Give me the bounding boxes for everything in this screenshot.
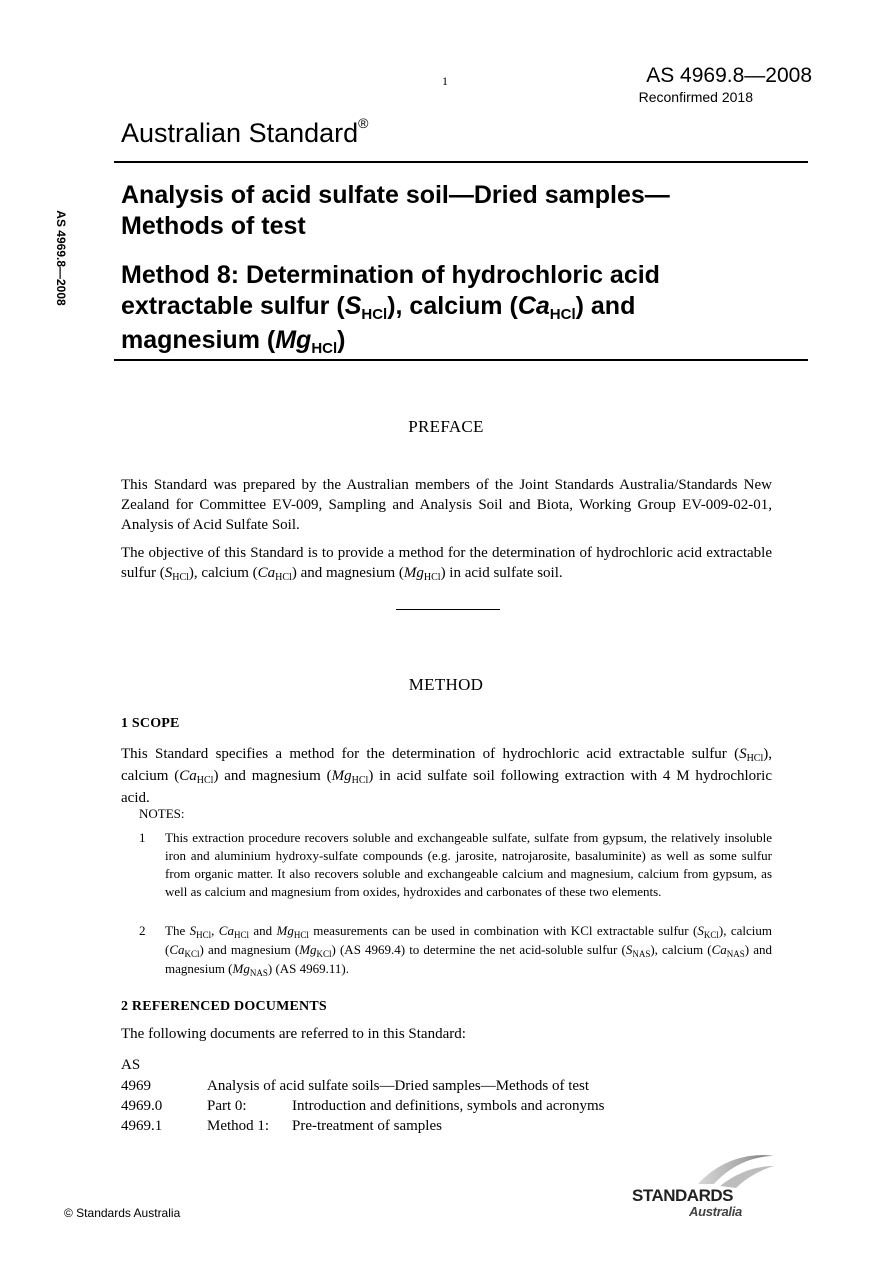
text-run: and xyxy=(248,923,277,938)
method-title xyxy=(121,260,660,359)
reference-title: Pre-treatment of samples xyxy=(292,1118,442,1134)
method-title-line1: Method 8: Determination of hydrochloric acid xyxy=(121,261,660,289)
subscript: HCl xyxy=(311,340,338,357)
subscript: NAS xyxy=(726,949,745,959)
subscript: HCl xyxy=(293,930,309,940)
symbol-ca: Ca xyxy=(711,942,727,957)
text-run: The xyxy=(165,923,190,938)
reference-part: Method 1: xyxy=(207,1118,270,1134)
symbol-mg: Mg xyxy=(232,961,250,976)
page-number: 1 xyxy=(442,74,448,88)
text-run: extractable sulfur ( xyxy=(121,292,345,320)
subscript: HCl xyxy=(423,572,441,583)
references-group: AS xyxy=(121,1057,141,1073)
reference-part: Part 0: xyxy=(207,1098,247,1114)
text-run: ), calcium ( xyxy=(650,942,712,957)
text-run: magnesium ( xyxy=(121,326,276,354)
title-rule xyxy=(114,359,808,361)
registered-mark: ® xyxy=(358,115,369,131)
symbol-mg: Mg xyxy=(403,565,424,581)
text-run: ), calcium ( xyxy=(165,923,772,957)
scope-paragraph xyxy=(121,744,772,808)
symbol-s: S xyxy=(739,746,747,762)
note-text: This extraction procedure recovers soluble and exchangeable sulfate, sulfate from gypsum, the relatively insoluble iron and aluminium hydroxy-sulfate compounds (e.g. jarosite, natrojarosite, basaluminite) as well as some sulfur from organic matter. It also recovers soluble and exchangeable calcium and magnesium, calcium from gypsum, as well as calcium and magnesium from oxides, hydroxides and carbonates of these two elements. xyxy=(165,830,772,899)
text-run: ) and magnesium ( xyxy=(165,942,772,976)
subscript: KCl xyxy=(184,949,200,959)
logo-text-australia: Australia xyxy=(689,1204,742,1219)
text-run: ), calcium ( xyxy=(188,565,258,581)
section-divider xyxy=(396,609,500,610)
symbol-s: S xyxy=(625,942,633,957)
copyright-notice: © Standards Australia xyxy=(64,1206,181,1220)
subscript: HCl xyxy=(351,775,369,786)
reference-code: 4969.1 xyxy=(121,1118,163,1134)
references-intro: The following documents are referred to in this Standard: xyxy=(121,1026,466,1042)
subscript: NAS xyxy=(249,968,268,978)
note-2 xyxy=(139,922,772,979)
subscript: HCl xyxy=(746,753,764,764)
text-run: ) in acid sulfate soil following extraction with 4 M hydrochloric acid. xyxy=(121,768,772,806)
main-title xyxy=(121,180,670,242)
preface-heading: PREFACE xyxy=(408,417,484,436)
text-run: ), calcium ( xyxy=(387,292,518,320)
text-run: ) and magnesium ( xyxy=(291,565,404,581)
text-run: ) (AS 4969.11). xyxy=(267,961,349,976)
scope-heading: 1 SCOPE xyxy=(121,716,180,731)
reference-code: 4969.0 xyxy=(121,1098,163,1114)
symbol-mg: Mg xyxy=(275,326,312,354)
text-run: ) and magnesium ( xyxy=(213,768,332,784)
text-run: ) and magnesium ( xyxy=(199,942,300,957)
note-text xyxy=(165,922,772,979)
subscript: KCl xyxy=(316,949,332,959)
subscript: HCl xyxy=(196,930,212,940)
text-run: , xyxy=(211,923,219,938)
notes-title: NOTES: xyxy=(139,806,185,821)
text-run: measurements can be used in combination with KCl extractable sulfur ( xyxy=(308,923,698,938)
symbol-mg: Mg xyxy=(299,942,317,957)
symbol-ca: Ca xyxy=(169,942,185,957)
method-heading: METHOD xyxy=(408,675,484,694)
subscript: HCl xyxy=(549,306,576,323)
symbol-ca: Ca xyxy=(218,923,234,938)
standards-australia-logo xyxy=(628,1150,778,1220)
logo-text-standards: STANDARDS xyxy=(632,1186,733,1205)
text-run: ) and xyxy=(575,292,636,320)
subscript: HCl xyxy=(275,572,292,583)
subscript: HCl xyxy=(172,572,189,583)
symbol-ca: Ca xyxy=(517,292,550,320)
method-title-line3 xyxy=(121,325,660,359)
symbol-mg: Mg xyxy=(331,768,352,784)
main-title-line2: Methods of test xyxy=(121,212,306,240)
main-title-line1: Analysis of acid sulfate soil—Dried samples— xyxy=(121,181,670,209)
symbol-s: S xyxy=(697,923,704,938)
symbol-s: S xyxy=(164,565,173,581)
text-run: The objective of this Standard is to provide a method for the determination of hydrochloric acid extractable sulfur ( xyxy=(121,545,772,581)
note-number: 2 xyxy=(139,923,146,938)
reference-code: 4969 xyxy=(121,1078,151,1094)
text-run: ), calcium ( xyxy=(121,746,772,784)
symbol-ca: Ca xyxy=(179,768,197,784)
preface-paragraph-2 xyxy=(121,543,772,585)
reference-part: Analysis of acid sulfate soils—Dried samples—Methods of test xyxy=(207,1078,590,1094)
method-title-line2 xyxy=(121,291,660,325)
text-run: This Standard specifies a method for the determination of hydrochloric acid extractable sulfur ( xyxy=(121,746,740,762)
symbol-s: S xyxy=(189,923,197,938)
note-number: 1 xyxy=(139,830,146,845)
text-run: ) xyxy=(337,326,346,354)
text-run: ) (AS 4969.4) to determine the net acid-soluble sulfur ( xyxy=(331,942,626,957)
subscript: HCl xyxy=(361,306,388,323)
brand-title xyxy=(121,115,369,149)
header-rule xyxy=(114,161,808,163)
subscript: HCl xyxy=(196,775,214,786)
subscript: KCl xyxy=(703,930,719,940)
text-run: ) in acid sulfate soil. xyxy=(440,565,563,581)
subscript: NAS xyxy=(632,949,651,959)
reconfirmed-date: Reconfirmed 2018 xyxy=(638,89,753,105)
standard-number: AS 4969.8—2008 xyxy=(646,64,812,87)
references-heading: 2 REFERENCED DOCUMENTS xyxy=(121,999,327,1014)
symbol-mg: Mg xyxy=(276,923,294,938)
preface-paragraph-1: This Standard was prepared by the Australian members of the Joint Standards Australia/Standards New Zealand for Committee EV-009, Sampling and Analysis Soil and Biota, Working Group EV-009-02-01, Analysis of Acid Sulfate Soil. xyxy=(121,477,772,533)
brand-title-text: Australian Standard xyxy=(121,118,359,148)
side-label: AS 4969.8—2008 xyxy=(54,210,68,306)
reference-title: Introduction and definitions, symbols and acronyms xyxy=(292,1098,605,1114)
note-1 xyxy=(139,829,772,901)
symbol-s: S xyxy=(344,292,362,320)
symbol-ca: Ca xyxy=(257,565,276,581)
subscript: HCl xyxy=(233,930,249,940)
